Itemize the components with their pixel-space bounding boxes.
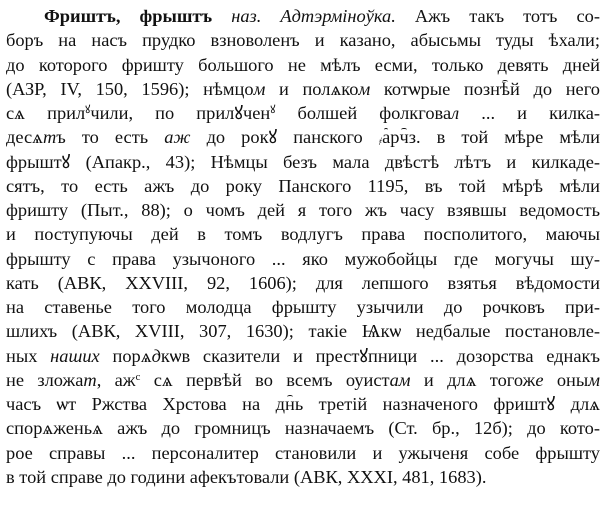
text-segment: сѧ прил [6, 103, 86, 123]
italic-segment: м [588, 369, 600, 390]
text-segment: ... и килка- [459, 103, 600, 123]
superscript-letter: ꙋ [270, 104, 276, 116]
text-segment: до рокꙋ панского [190, 127, 379, 148]
text-segment: , аж [96, 369, 136, 390]
italic-segment: ам [389, 369, 411, 390]
entry-line [6, 4, 600, 28]
text-segment: Ажъ такъ тотъ со- [395, 6, 600, 26]
italic-segment: е [535, 369, 544, 390]
entry-line [6, 465, 600, 489]
entry-line [6, 319, 600, 343]
text-segment: фрышту с права узычоного ... яко мужобойцы где могучы шу- [6, 248, 600, 269]
italic-segment: аж [164, 127, 191, 148]
italic-segment: д [151, 345, 161, 366]
text-segment: рое справы ... персоналитер становили и ужыченя собе фрышту [6, 442, 600, 463]
text-segment: фришту (Пыт., 88); о чомъ дей я того жъ часу взявшы ведомость [6, 200, 600, 220]
entry-line [6, 295, 600, 319]
entry-line [6, 247, 600, 271]
text-segment: в той справе до години афекътовали (АВК, XXXI, 481, 1683). [6, 466, 487, 487]
italic-segment: наших [50, 345, 100, 366]
text-segment: кѡв сказители и престꙋпници ... дозорства еднакъ [160, 345, 600, 366]
text-segment: чили, по прилꙋчен [90, 103, 271, 123]
text-segment: оны [543, 369, 589, 390]
italic-segment: т [83, 369, 97, 390]
entry-line [6, 77, 600, 101]
entry-line [6, 441, 600, 465]
entry-line [6, 125, 600, 149]
entry-line [6, 344, 600, 368]
text-segment: и поступуючы дей в томъ водлугъ права посполитого, маючы [6, 224, 600, 245]
titlo-letter: ѣ [500, 78, 511, 99]
text-segment: боръ на насъ прудко взноволенъ и казано, абысьмы туды ѣхали; [6, 30, 600, 51]
entry-line [6, 392, 600, 416]
entry-line [6, 368, 600, 392]
text-segment [212, 6, 231, 26]
entry-line [6, 150, 600, 174]
text-segment: (АЗР, IV, 150, 1596); нѣмцо [6, 78, 254, 99]
text-segment: болшей фолкгова [275, 103, 452, 123]
text-segment: з. в той мѣре мѣли [408, 127, 600, 148]
entry-line [6, 53, 600, 77]
text-segment: не зложа [6, 369, 84, 390]
entry-line [6, 198, 600, 222]
titlo-letter: а [382, 127, 391, 148]
text-segment: спорѧженьѧ ажъ до громницъ назначаемъ (Ст. бр., 12б); до кото- [6, 418, 600, 439]
text-segment: и длѧ тогож [410, 369, 536, 390]
italic-segment: л [451, 103, 460, 123]
text-segment: котѡрые позн [370, 78, 501, 99]
text-segment: й до него [510, 78, 600, 99]
entry-line [6, 101, 600, 125]
text-segment: десѧ [6, 127, 43, 148]
text-segment: фрыштꙋ (Апакр., 43); Нѣмцы безъ мала двѣстѣ лѣтъ и килкаде- [6, 151, 600, 172]
dictionary-entry [6, 4, 600, 512]
italic-segment: т [43, 127, 57, 148]
italic-segment: м [358, 78, 371, 99]
superscript-letter: с [135, 370, 141, 383]
text-segment: кать (АВК, XXVIII, 92, 1606); для лепшого взятья вѣдомости [6, 272, 600, 293]
entry-line [6, 28, 600, 52]
text-segment: шлихъ (АВК, XVIII, 307, 1630); такiе Ѩкѡ недбалые постановле- [6, 321, 600, 342]
text-segment: порѧ [99, 345, 152, 366]
text-segment: до которого фришту большого не мѣлъ есми, только девять дней [6, 54, 600, 75]
entry-headword: Фриштъ, фрыштъ [44, 6, 213, 26]
number-sign: ҂ [378, 137, 383, 149]
text-segment: ных [6, 345, 51, 366]
titlo-letter: н [284, 394, 295, 414]
entry-line [6, 271, 600, 295]
text-segment: часъ ѡт Ржства Хрстова на д [6, 394, 285, 414]
entry-line [6, 416, 600, 440]
text-segment: сѧ первѣй во всемъ оуист [140, 369, 390, 390]
entry-line [6, 174, 600, 198]
text-segment: р [390, 127, 400, 148]
text-segment: ъ то есть [56, 127, 165, 148]
italic-segment: наз. Адтэрмiноўка. [231, 6, 396, 26]
entry-line [6, 222, 600, 246]
text-segment: ь третiй назначеного фриштꙋ длѧ [294, 394, 600, 414]
text-segment: и полѧко [265, 78, 359, 99]
text-segment: на ставенье того молодца фрышту узычили до рочковъ при- [6, 297, 600, 317]
italic-segment: м [253, 78, 266, 99]
titlo-letter: ч [399, 127, 409, 148]
text-segment: сятъ, то есть ажъ до року Панского 1195, въ той мѣрѣ мѣли [6, 175, 600, 196]
superscript-letter: ꙋ [85, 104, 91, 116]
